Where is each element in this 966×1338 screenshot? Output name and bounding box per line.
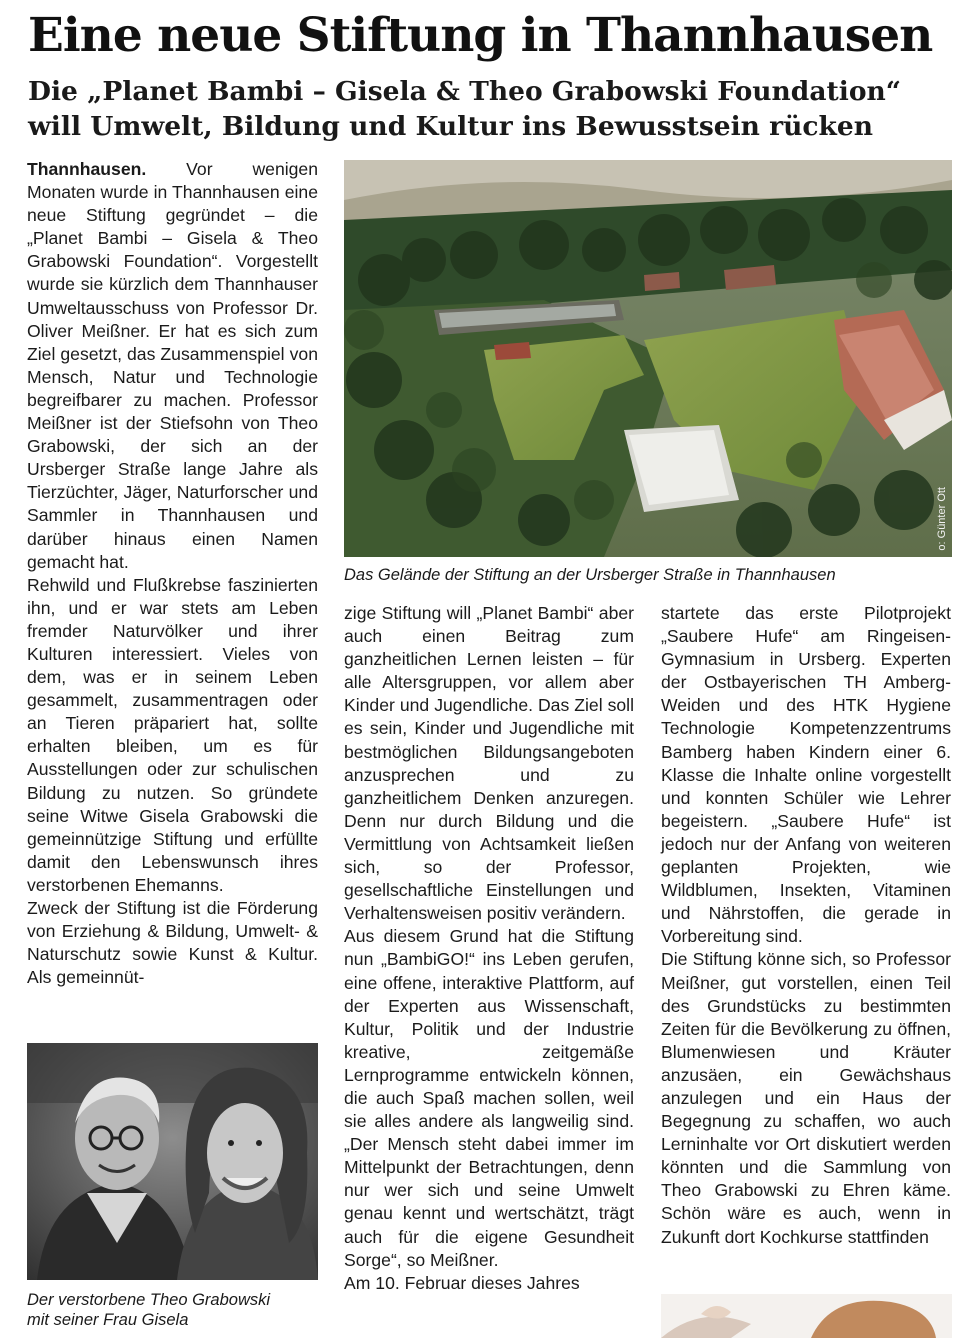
- portrait-caption-line-1: Der verstorbene Theo Grabowski: [27, 1291, 271, 1309]
- aerial-photo-illustration: [344, 160, 952, 557]
- aerial-photo-caption: Das Gelände der Stiftung an der Ursberger Straße in Thannhausen: [344, 566, 836, 584]
- subheadline-line-1: Die „Planet Bambi – Gisela & Theo Grabowski Foundation“: [28, 76, 901, 107]
- paragraph-text: Vor wenigen Monaten wurde in Thannhausen eine neue Stiftung gegründet – die „Planet Bambi – Gisela & Theo Grabowski Foundation“. Vorgestellt wurde sie kürzlich dem Thannhauser Umweltausschuss von Professor Dr. Oliver Meißner. Er hat es sich zum Ziel gesetzt, das Zusammenspiel von Mensch, Natur und Technologie begreifbarer zu machen. Professor Meißner ist der Stiefsohn von Theo Grabowski, der sich an der Ursberger Straße lange Jahre als Tierzüchter, Jäger, Naturforscher und Sammler in Thannhausen und darüber hinaus einen Namen gemacht hat.: [27, 159, 318, 572]
- paragraph: [27, 158, 318, 574]
- dateline: Thannhausen.: [27, 159, 147, 179]
- paragraph: startete das erste Pilotprojekt „Saubere Hufe“ am Ringeisen-Gymnasium in Ursberg. Experten der Ostbayerischen TH Amberg-Weiden und des HTK Hygiene Technologie Kompetenzzentrums Bamberg haben Kindern einer 6. Klasse die Inhalte online vorgestellt und konnten Schüler wie Lehrer begeistern. „Saubere Hufe“ ist jedoch nur der Anfang von weiteren geplanten Projekten, wie Wildblumen, Insekten, Vitaminen und Nährstoffen, die gerade in Vorbereitung sind.: [661, 603, 951, 947]
- subheadline-line-2: will Umwelt, Bildung und Kultur ins Bewusstsein rücken: [28, 111, 874, 142]
- bottom-photo-illustration: [661, 1294, 952, 1338]
- portrait-photo-illustration: [27, 1043, 318, 1280]
- article-column-2: [344, 602, 634, 1295]
- paragraph: Die Stiftung könne sich, so Professor Meißner, gut vorstellen, einen Teil des Grundstücks zu bestimmten Zeiten für die Bevölkerung zu öffnen, Blumenwiesen und Kräuter anzusäen, ein Gewächshaus anzulegen und ein Haus der Begegnung zu schaffen, wo auch Lerninhalte vor Ort diskutiert werden könnten und die Sammlung von Theo Grabowski zu Ehren käme. Schön wäre es auch, wenn in Zukunft dort Kochkurse stattfinden: [661, 949, 951, 1247]
- portrait-caption-line-2: mit seiner Frau Gisela: [27, 1311, 189, 1329]
- paragraph: Rehwild und Flußkrebse faszinierten ihn, und er war stets am Leben fremder Naturvölker und ihrer Kulturen interessiert. Vieles von dem, was er in seinem Leben gesammelt, zusammentragen oder an Tieren präpariert hat, sollte erhalten bleiben, um es für Ausstellungen oder zur schulischen Bildung zu nutzen. So gründete seine Witwe Gisela Grabowski die gemeinnützige Stiftung und erfüllte damit den Lebenswunsch ihres verstorbenen Ehemanns.: [27, 574, 318, 895]
- article-column-1: [27, 158, 318, 989]
- portrait-photo: [27, 1043, 318, 1280]
- paragraph: Zweck der Stiftung ist die Förderung von Erziehung & Bildung, Umwelt- & Naturschutz sowie Kunst & Kultur. Als gemeinnüt-: [27, 898, 318, 988]
- portrait-photo-caption: [27, 1290, 270, 1330]
- subheadline: [28, 74, 901, 144]
- bottom-photo-fragment: [661, 1294, 952, 1338]
- aerial-photo: [344, 160, 952, 557]
- headline: Eine neue Stiftung in Thannhausen: [28, 8, 933, 63]
- paragraph: zige Stiftung will „Planet Bambi“ aber auch einen Beitrag zum ganzheitlichen Lernen leisten – für alle Altersgruppen, vor allem aber Kinder und Jugendliche. Das Ziel soll es sein, Kinder und Jugendliche mit bestmöglichen Bildungsangeboten anzusprechen und zu ganzheitlichem Denken anzuregen. Denn nur durch Bildung und die Vermittlung von Achtsamkeit ließen sich, so der Professor, gesellschaftliche Einstellungen und Verhaltensweisen positiv verändern.: [344, 603, 634, 924]
- paragraph: Aus diesem Grund hat die Stiftung nun „BambiGO!“ ins Leben gerufen, eine offene, interaktive Plattform, auf der Experten aus Wissenschaft, Kultur, Politik und der Industrie kreative, zeitgemäße Lernprogramme entwickeln können, die auch Spaß machen sollen, weil sie alles andere als langweilig sind. „Der Mensch steht dabei immer im Mittelpunkt der Betrachtungen, denn nur wer sich und seine Umwelt genau kennt und wertschätzt, trägt auch für die eigene Gesundheit Sorge“, so Meißner.: [344, 926, 634, 1270]
- paragraph: Am 10. Februar dieses Jahres: [344, 1272, 580, 1293]
- article-column-3: [661, 602, 951, 1249]
- photo-credit: o: Günter Ott: [936, 487, 948, 551]
